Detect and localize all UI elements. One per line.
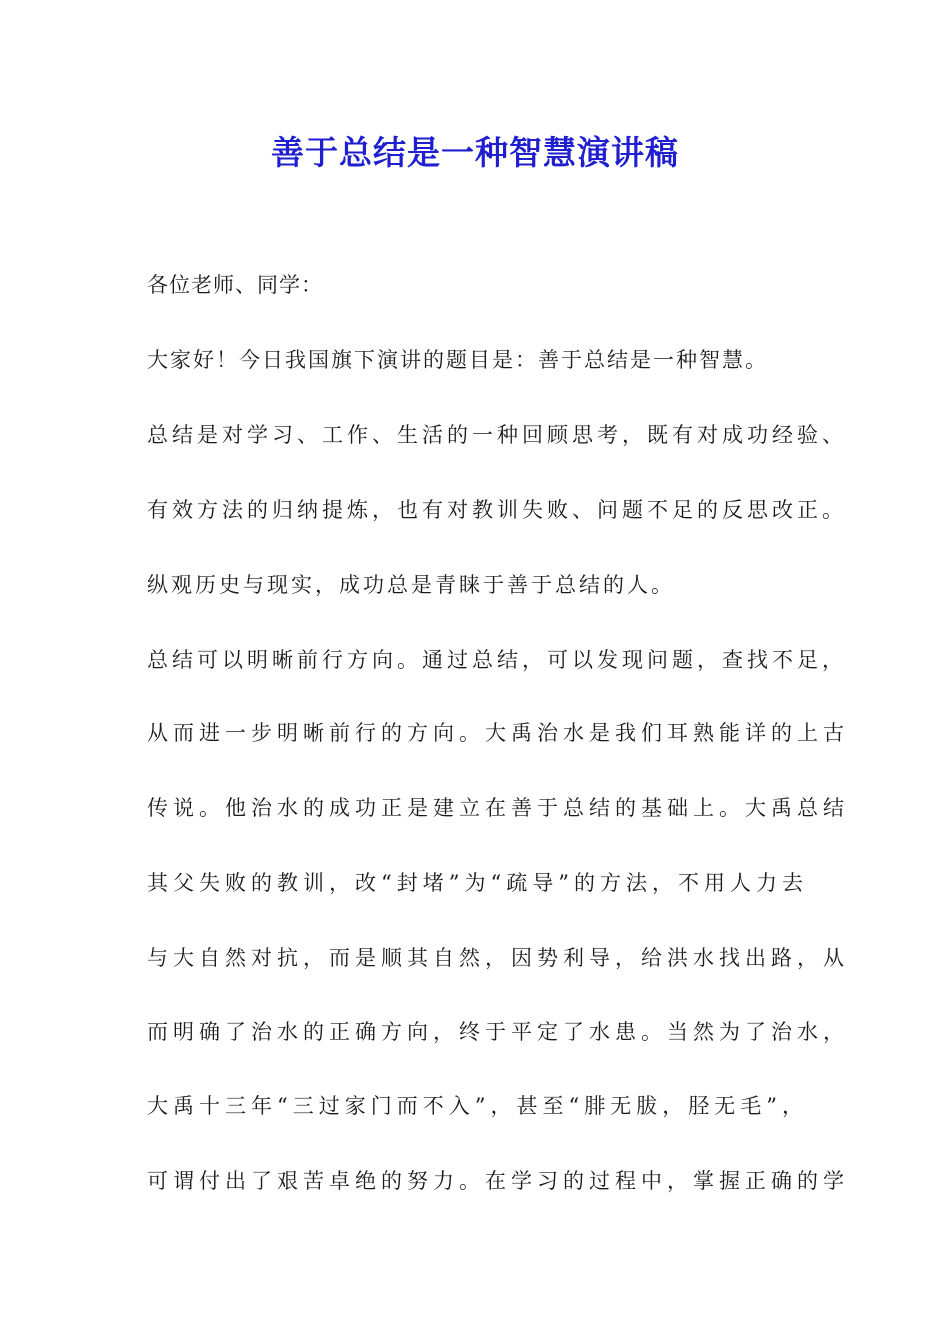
- body-line: 其父失败的教训，改“封堵”为“疏导”的方法，不用人力去: [147, 871, 808, 895]
- body-line: 从而进一步明晰前行的方向。大禹治水是我们耳熟能详的上古: [147, 721, 849, 745]
- body-line: 传说。他治水的成功正是建立在善于总结的基础上。大禹总结: [147, 796, 849, 820]
- body-line: 总结是对学习、工作、生活的一种回顾思考，既有对成功经验、: [147, 423, 847, 447]
- body-line: 而明确了治水的正确方向，终于平定了水患。当然为了治水，: [147, 1020, 849, 1044]
- body-line: 纵观历史与现实，成功总是青睐于善于总结的人。: [147, 573, 675, 597]
- body-line: 有效方法的归纳提炼，也有对教训失败、问题不足的反思改正。: [147, 498, 847, 522]
- body-line: 与大自然对抗，而是顺其自然，因势利导，给洪水找出路，从: [147, 946, 849, 970]
- salutation-line: 各位老师、同学：: [147, 273, 323, 297]
- body-line: 总结可以明晰前行方向。通过总结，可以发现问题，查找不足，: [147, 648, 847, 672]
- body-line: 可谓付出了艰苦卓绝的努力。在学习的过程中，掌握正确的学: [147, 1169, 849, 1193]
- body-line: 大家好！今日我国旗下演讲的题目是：善于总结是一种智慧。: [147, 348, 768, 372]
- body-line: 大禹十三年“三过家门而不入”，甚至“腓无胈，胫无毛”，: [147, 1094, 808, 1118]
- document-title: 善于总结是一种智慧演讲稿: [271, 133, 679, 172]
